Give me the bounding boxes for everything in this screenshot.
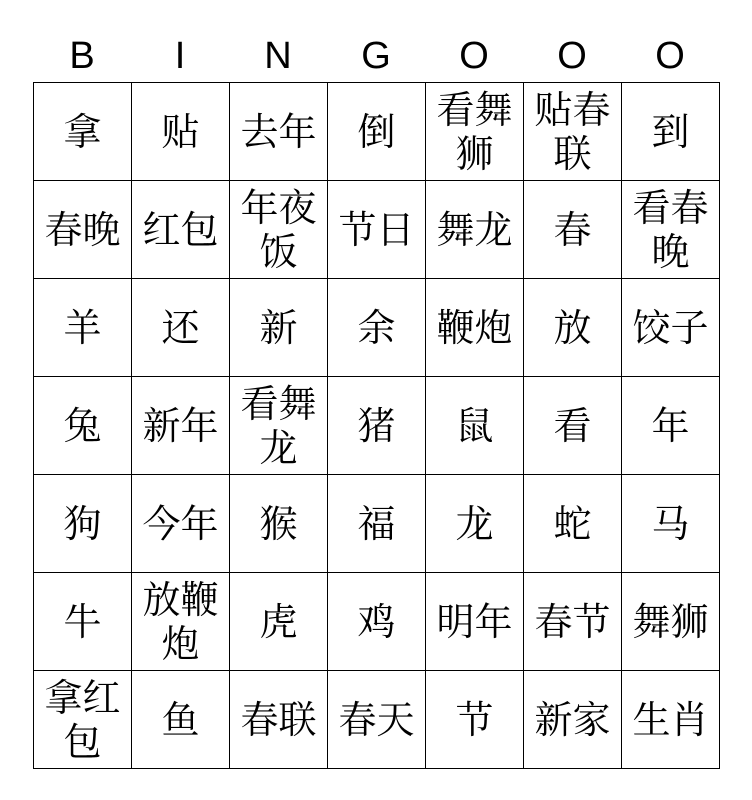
bingo-cell-r6-c5[interactable]: 明年: [426, 573, 524, 671]
bingo-cell-r3-c1[interactable]: 羊: [34, 279, 132, 377]
bingo-cell-r3-c5[interactable]: 鞭炮: [426, 279, 524, 377]
bingo-cell-r3-c7[interactable]: 饺子: [622, 279, 720, 377]
bingo-cell-r7-c5[interactable]: 节: [426, 671, 524, 769]
bingo-cell-r4-c6[interactable]: 看: [524, 377, 622, 475]
bingo-cell-r4-c1[interactable]: 兔: [34, 377, 132, 475]
header-letter-o-3: O: [655, 35, 685, 77]
bingo-cell-r4-c4[interactable]: 猪: [328, 377, 426, 475]
header-letter-o-1: O: [459, 35, 489, 77]
bingo-cell-r2-c1[interactable]: 春晚: [34, 181, 132, 279]
bingo-cell-r4-c7[interactable]: 年: [622, 377, 720, 475]
bingo-cell-r7-c1[interactable]: 拿红包: [34, 671, 132, 769]
bingo-cell-r6-c7[interactable]: 舞狮: [622, 573, 720, 671]
bingo-cell-r6-c1[interactable]: 牛: [34, 573, 132, 671]
bingo-cell-r6-c2[interactable]: 放鞭炮: [132, 573, 230, 671]
bingo-cell-r5-c2[interactable]: 今年: [132, 475, 230, 573]
header-letter-n: N: [264, 35, 292, 77]
bingo-cell-r4-c5[interactable]: 鼠: [426, 377, 524, 475]
bingo-cell-r3-c4[interactable]: 余: [328, 279, 426, 377]
bingo-cell-r1-c2[interactable]: 贴: [132, 83, 230, 181]
bingo-cell-r6-c4[interactable]: 鸡: [328, 573, 426, 671]
bingo-cell-r2-c5[interactable]: 舞龙: [426, 181, 524, 279]
bingo-cell-r7-c7[interactable]: 生肖: [622, 671, 720, 769]
bingo-cell-r2-c2[interactable]: 红包: [132, 181, 230, 279]
header-letter-b: B: [69, 35, 95, 77]
bingo-grid: [33, 82, 720, 769]
bingo-cell-r7-c4[interactable]: 春天: [328, 671, 426, 769]
bingo-cell-r1-c6[interactable]: 贴春联: [524, 83, 622, 181]
bingo-cell-r6-c3[interactable]: 虎: [230, 573, 328, 671]
bingo-cell-r2-c6[interactable]: 春: [524, 181, 622, 279]
header-letter-g: G: [361, 35, 391, 77]
header-letter-o-2: O: [557, 35, 587, 77]
bingo-cell-r1-c3[interactable]: 去年: [230, 83, 328, 181]
bingo-cell-r4-c2[interactable]: 新年: [132, 377, 230, 475]
header-letter-i: I: [174, 35, 186, 77]
bingo-cell-r5-c7[interactable]: 马: [622, 475, 720, 573]
bingo-header: [33, 30, 720, 82]
bingo-cell-r7-c6[interactable]: 新家: [524, 671, 622, 769]
bingo-cell-r4-c3[interactable]: 看舞龙: [230, 377, 328, 475]
bingo-cell-r1-c5[interactable]: 看舞狮: [426, 83, 524, 181]
bingo-cell-r2-c7[interactable]: 看春晚: [622, 181, 720, 279]
bingo-cell-r5-c4[interactable]: 福: [328, 475, 426, 573]
bingo-cell-r3-c3[interactable]: 新: [230, 279, 328, 377]
bingo-cell-r2-c4[interactable]: 节日: [328, 181, 426, 279]
bingo-cell-r3-c6[interactable]: 放: [524, 279, 622, 377]
bingo-cell-r7-c3[interactable]: 春联: [230, 671, 328, 769]
bingo-cell-r1-c7[interactable]: 到: [622, 83, 720, 181]
bingo-cell-r5-c3[interactable]: 猴: [230, 475, 328, 573]
bingo-cell-r3-c2[interactable]: 还: [132, 279, 230, 377]
bingo-cell-r5-c1[interactable]: 狗: [34, 475, 132, 573]
bingo-cell-r1-c4[interactable]: 倒: [328, 83, 426, 181]
bingo-cell-r2-c3[interactable]: 年夜饭: [230, 181, 328, 279]
bingo-card: [33, 30, 720, 769]
bingo-cell-r1-c1[interactable]: 拿: [34, 83, 132, 181]
bingo-cell-r5-c6[interactable]: 蛇: [524, 475, 622, 573]
bingo-cell-r6-c6[interactable]: 春节: [524, 573, 622, 671]
bingo-cell-r5-c5[interactable]: 龙: [426, 475, 524, 573]
bingo-cell-r7-c2[interactable]: 鱼: [132, 671, 230, 769]
